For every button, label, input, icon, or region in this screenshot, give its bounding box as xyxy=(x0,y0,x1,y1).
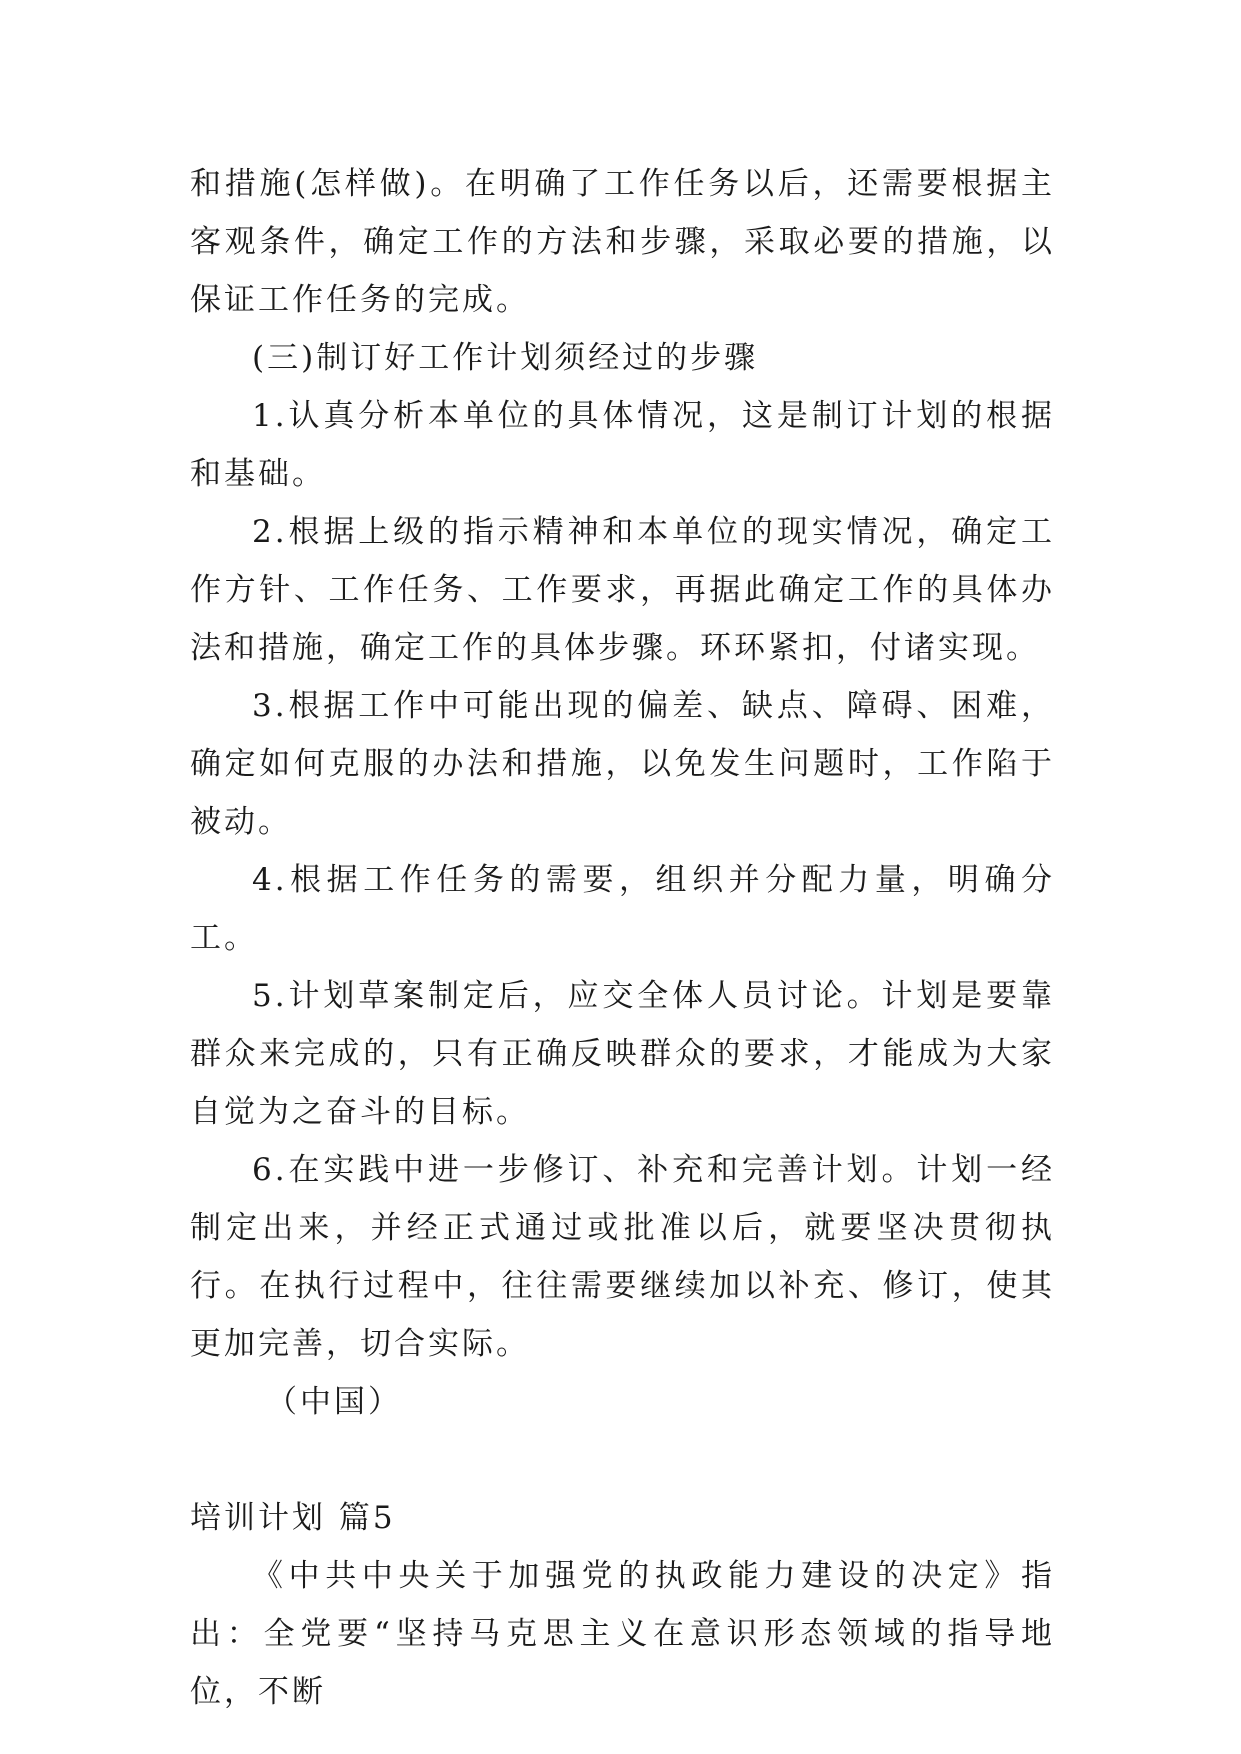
source-note: （中国） xyxy=(266,1384,402,1420)
paragraph-section-intro: 《中共中央关于加强党的执政能力建设的决定》指出：全党要“坚持马克思主义在意识形态领域的指导地位，不断 xyxy=(190,1558,1055,1710)
document-body xyxy=(190,155,1055,1721)
paragraph-step-6: 6.在实践中进一步修订、补充和完善计划。计划一经制定出来，并经正式通过或批准以后，就要坚决贯彻执行。在执行过程中，往往需要继续加以补充、修订，使其更加完善，切合实际。 xyxy=(190,1152,1055,1362)
paragraph-step-3: 3.根据工作中可能出现的偏差、缺点、障碍、困难，确定如何克服的办法和措施，以免发生问题时，工作陷于被动。 xyxy=(190,688,1055,840)
paragraph-measures-continuation: 和措施(怎样做)。在明确了工作任务以后，还需要根据主客观条件，确定工作的方法和步骤，采取必要的措施，以保证工作任务的完成。 xyxy=(190,166,1055,318)
paragraph-step-4: 4.根据工作任务的需要，组织并分配力量，明确分工。 xyxy=(190,862,1055,956)
paragraph-step-2: 2.根据上级的指示精神和本单位的现实情况，确定工作方针、工作任务、工作要求，再据此确定工作的具体办法和措施，确定工作的具体步骤。环环紧扣，付诸实现。 xyxy=(190,514,1055,666)
paragraph-steps-heading: (三)制订好工作计划须经过的步骤 xyxy=(252,340,759,376)
section-title: 培训计划 篇5 xyxy=(190,1500,396,1536)
paragraph-step-5: 5.计划草案制定后，应交全体人员讨论。计划是要靠群众来完成的，只有正确反映群众的要求，才能成为大家自觉为之奋斗的目标。 xyxy=(190,978,1055,1130)
paragraph-step-1: 1.认真分析本单位的具体情况，这是制订计划的根据和基础。 xyxy=(190,398,1055,492)
